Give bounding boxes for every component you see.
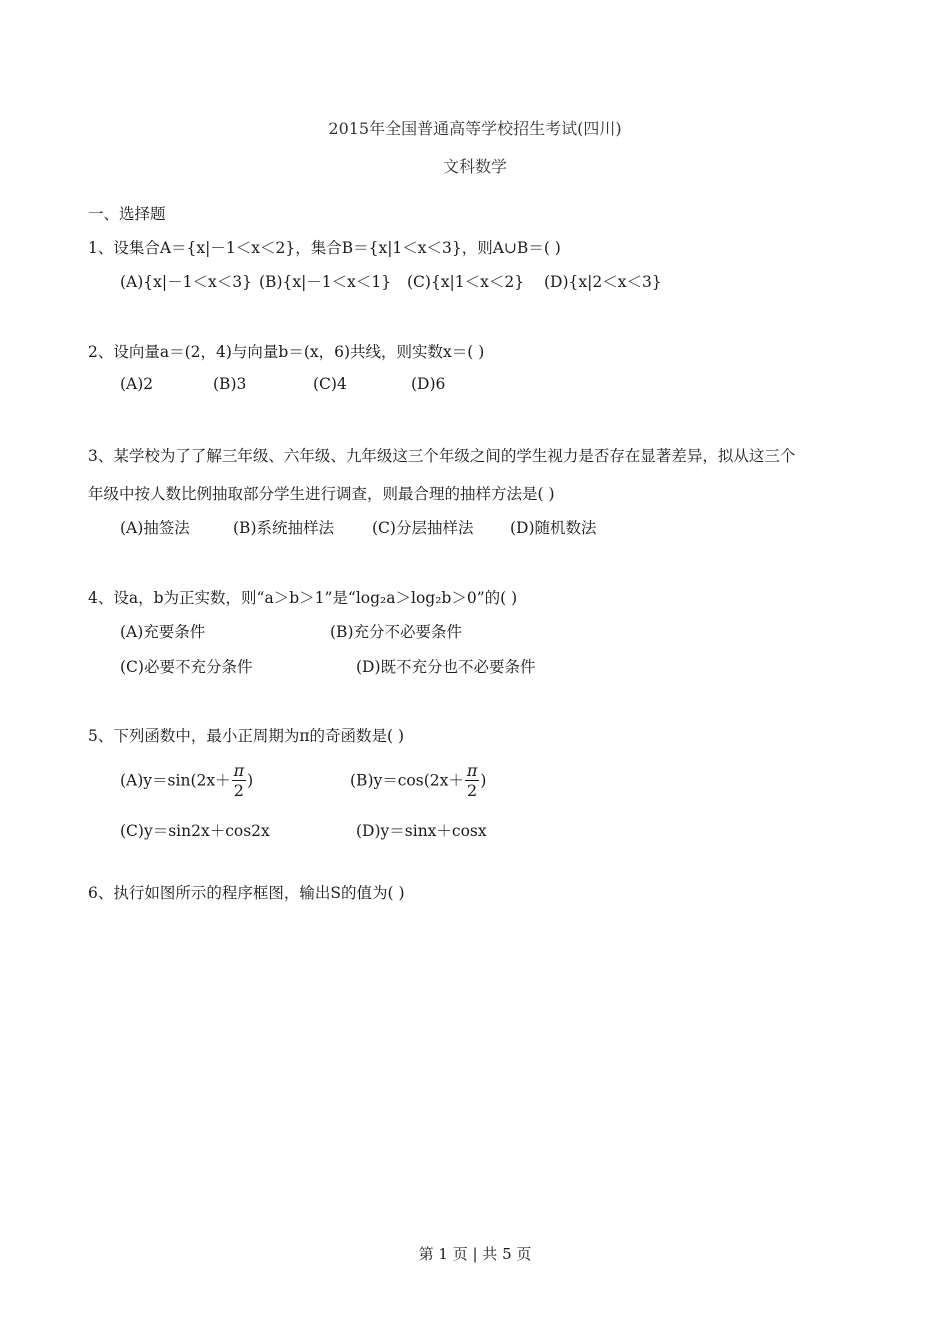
question-2-option-a: (A)2 [120,375,154,393]
exam-title: 2015年全国普通高等学校招生考试(四川) [328,119,622,138]
option-b-suffix: ) [480,771,487,790]
question-4-option-c: (C)必要不充分条件 [120,658,253,676]
option-a-suffix: ) [247,771,254,790]
question-4-option-a: (A)充要条件 [120,623,206,641]
question-3-option-a: (A)抽签法 [120,519,190,537]
question-2-option-b: (B)3 [213,375,247,393]
pi-over-two-fraction [465,762,480,801]
pi-over-two-fraction [232,762,247,801]
question-6-stem: 6、执行如图所示的程序框图，输出S的值为( ) [88,884,405,902]
question-1-option-d: (D){x|2＜x＜3} [544,273,662,291]
question-3-option-b: (B)系统抽样法 [233,519,334,537]
question-5-option-c: (C)y＝sin2x＋cos2x [120,822,270,840]
fraction-numerator: π [233,761,245,780]
question-1-stem: 1、设集合A＝{x|－1＜x＜2}，集合B＝{x|1＜x＜3}，则A∪B＝( ) [88,239,561,257]
question-5-option-d: (D)y＝sinx＋cosx [356,822,487,840]
question-3-option-c: (C)分层抽样法 [372,519,474,537]
question-2-option-d: (D)6 [411,375,446,393]
question-4-option-d: (D)既不充分也不必要条件 [356,658,536,676]
page-footer: 第 1 页 | 共 5 页 [418,1245,532,1263]
question-1-option-c: (C){x|1＜x＜2} [407,273,525,291]
option-b-prefix: (B)y＝cos(2x＋ [350,771,464,790]
question-4-stem: 4、设a，b为正实数，则“a＞b＞1”是“log₂a＞log₂b＞0”的( ) [88,589,518,607]
question-3-option-d: (D)随机数法 [510,519,597,537]
exam-subtitle: 文科数学 [442,157,507,176]
question-5-option-b [350,762,486,801]
question-2-option-c: (C)4 [313,375,347,393]
question-3-stem-line-2: 年级中按人数比例抽取部分学生进行调查，则最合理的抽样方法是( ) [88,485,555,503]
question-4-option-b: (B)充分不必要条件 [330,623,462,641]
option-a-prefix: (A)y＝sin(2x＋ [120,771,231,790]
fraction-denominator: 2 [467,781,478,800]
fraction-numerator: π [466,761,478,780]
fraction-denominator: 2 [233,781,244,800]
question-5-stem: 5、下列函数中，最小正周期为π的奇函数是( ) [88,727,405,745]
question-1-option-a: (A){x|－1＜x＜3} [120,273,252,291]
question-3-stem-line-1: 3、某学校为了了解三年级、六年级、九年级这三个年级之间的学生视力是否存在显著差异，拟从这三个 [88,447,796,465]
question-1-option-b: (B){x|－1＜x＜1} [259,273,392,291]
question-2-stem: 2、设向量a＝(2，4)与向量b＝(x，6)共线，则实数x＝( ) [88,343,485,361]
section-heading: 一、选择题 [88,205,166,223]
question-5-option-a [120,762,253,801]
